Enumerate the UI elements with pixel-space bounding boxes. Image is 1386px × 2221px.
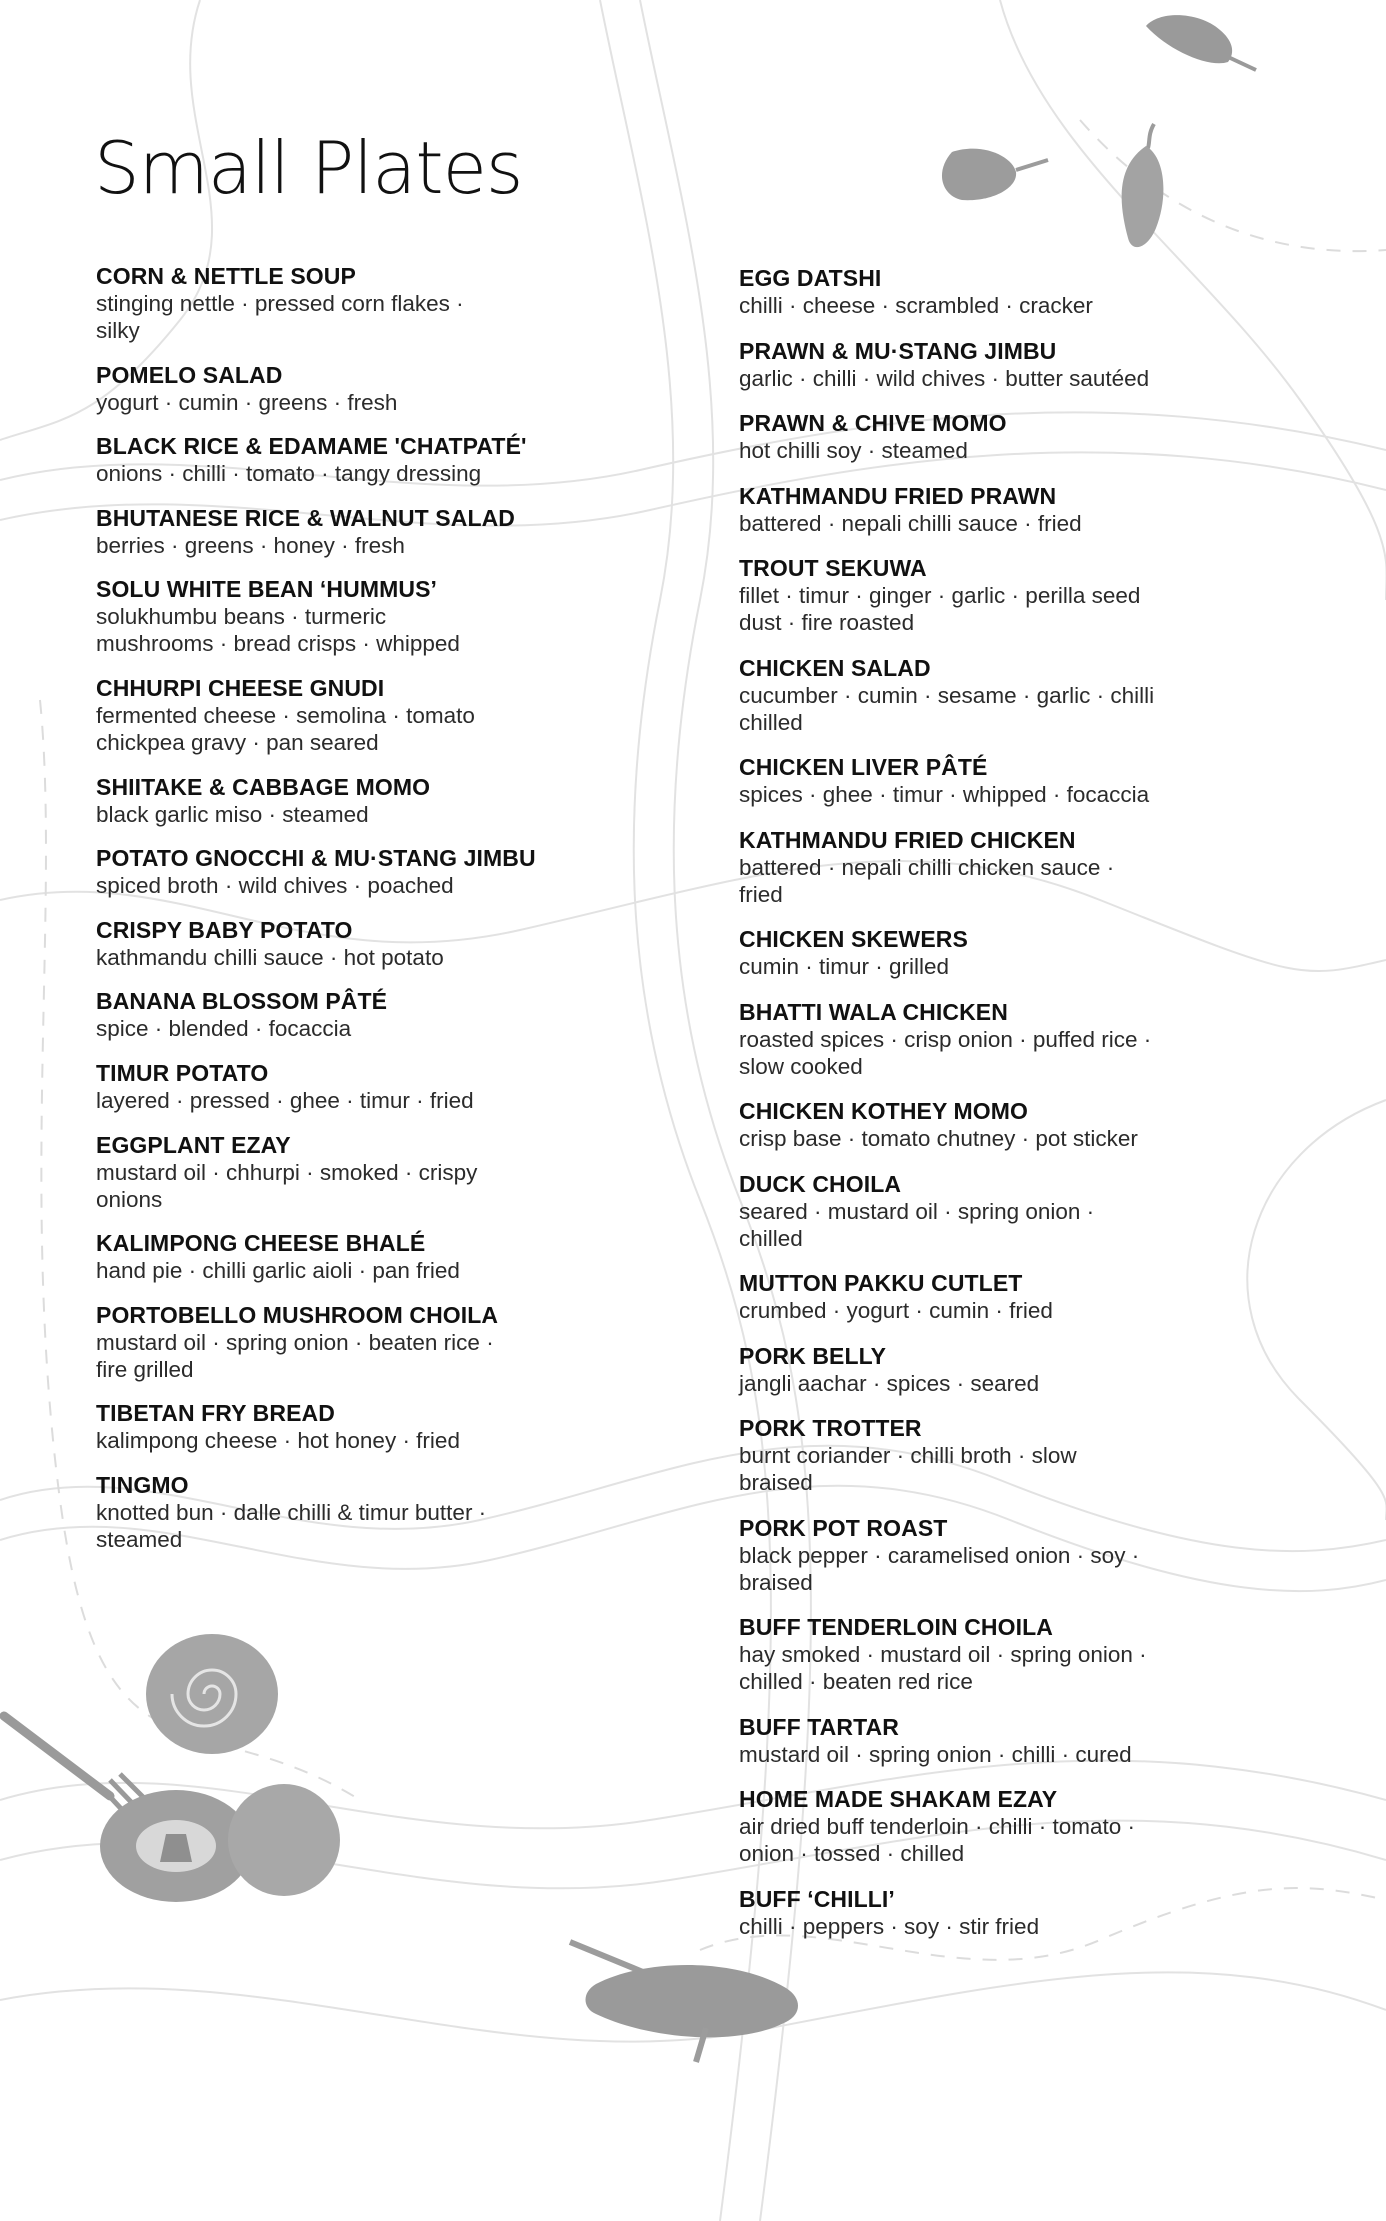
menu-item [739,1270,1259,1324]
menu-item-description: battered · nepali chilli chicken sauce · fried [739,854,1115,907]
menu-item-description: kalimpong cheese · hot honey · fried [96,1428,460,1454]
menu-item-name: PRAWN & MU·STANG JIMBU [739,337,1057,364]
menu-item-name: PORK POT ROAST [739,1514,948,1541]
menu-item-description: solukhumbu beans · turmeric mushrooms · bread crisps · whipped [96,604,460,657]
menu-item-description: black pepper · caramelised onion · soy · braised [739,1542,1140,1595]
menu-item [739,754,1259,808]
menu-item-description: cucumber · cumin · sesame · garlic · chilli chilled [739,682,1155,735]
menu-item-description: roasted spices · crisp onion · puffed rice · slow cooked [739,1026,1152,1079]
menu-item-description: hot chilli soy · steamed [739,438,968,463]
menu-item-description: spices · ghee · timur · whipped · focaccia [739,782,1150,807]
menu-item [739,926,1259,980]
page-title: Small Plates [94,126,523,210]
menu-item [739,265,1259,319]
menu-item-description: hand pie · chilli garlic aioli · pan fried [96,1258,460,1284]
menu-item-description: stinging nettle · pressed corn flakes · silky [96,291,464,343]
menu-item-name: DUCK CHOILA [739,1170,902,1197]
menu-item [739,555,1259,636]
chilli-pepper-icon [932,142,1052,208]
menu-item [739,1786,1259,1867]
menu-item [739,1714,1259,1768]
menu-item-name: SOLU WHITE BEAN ‘HUMMUS’ [96,576,437,603]
menu-item-name: MUTTON PAKKU CUTLET [739,1270,1023,1296]
menu-item-name: CHICKEN SKEWERS [739,926,968,952]
menu-column-left [96,263,616,1571]
menu-item [739,1171,1259,1252]
menu-item-name: CHICKEN KOTHEY MOMO [739,1098,1028,1124]
menu-item-name: SHIITAKE & CABBAGE MOMO [96,773,431,800]
menu-item-description: air dried buff tenderloin · chilli · tomato · onion · tossed · chilled [739,1814,1136,1866]
menu-item-description: chilli · cheese · scrambled · cracker [739,293,1093,318]
menu-item-description: spiced broth · wild chives · poached [96,873,454,899]
menu-item-name: BHUTANESE RICE & WALNUT SALAD [96,504,516,531]
menu-item-name: PRAWN & CHIVE MOMO [739,410,1007,436]
menu-item [739,483,1259,537]
menu-item-description: seared · mustard oil · spring onion · chilled [739,1198,1095,1251]
menu-item-name: POMELO SALAD [96,361,283,388]
menu-item-description: knotted bun · dalle chilli & timur butter · steamed [96,1499,487,1552]
menu-item-description: mustard oil · chhurpi · smoked · crispy onions [96,1159,478,1212]
chilli-pepper-icon [1108,118,1172,258]
menu-item-name: TINGMO [96,1471,189,1498]
menu-item-description: mustard oil · spring onion · chilli · cured [739,1741,1132,1767]
menu-item-name: BLACK RICE & EDAMAME 'CHATPATÉ' [96,433,527,460]
menu-item-name: CRISPY BABY POTATO [96,916,353,943]
menu-item [96,845,616,899]
menu-item [739,410,1259,464]
menu-item [739,1343,1259,1397]
menu-item [96,263,616,344]
menu-item-name: BUFF ‘CHILLI’ [739,1885,895,1912]
menu-item [739,1886,1259,1940]
chilli-pepper-icon [1140,6,1260,72]
menu-item [96,988,616,1042]
menu-item [739,1098,1259,1152]
round-bread-icon [226,1782,342,1898]
menu-item-name: TIBETAN FRY BREAD [96,1400,335,1427]
menu-item-name: BHATTI WALA CHICKEN [739,998,1008,1025]
menu-item-description: layered · pressed · ghee · timur · fried [96,1087,474,1113]
menu-item-description: jangli aachar · spices · seared [739,1370,1040,1396]
menu-item-name: KATHMANDU FRIED PRAWN [739,482,1057,509]
menu-item [96,774,616,828]
menu-item [96,433,616,487]
menu-column-right [739,265,1259,1958]
menu-item [739,1415,1259,1496]
menu-item [96,576,616,657]
menu-item-name: CHICKEN SALAD [739,654,931,681]
menu-item [96,1132,616,1213]
menu-item-description: burnt coriander · chilli broth · slow braised [739,1443,1077,1495]
menu-item-name: EGG DATSHI [739,265,882,291]
menu-item-description: crumbed · yogurt · cumin · fried [739,1298,1053,1323]
menu-item-name: TIMUR POTATO [96,1059,269,1086]
menu-item-description: hay smoked · mustard oil · spring onion · chilled · beaten red rice [739,1642,1147,1694]
menu-item-description: kathmandu chilli sauce · hot potato [96,944,444,970]
menu-item-description: cumin · timur · grilled [739,954,950,979]
menu-item-name: TROUT SEKUWA [739,555,927,581]
menu-item [96,675,616,756]
menu-item [96,362,616,416]
menu-item-description: berries · greens · honey · fresh [96,532,405,558]
menu-item-description: spice · blended · focaccia [96,1016,352,1042]
menu-item-description: mustard oil · spring onion · beaten rice · fire grilled [96,1329,494,1382]
menu-item-description: onions · chilli · tomato · tangy dressing [96,461,482,487]
menu-item-name: CORN & NETTLE SOUP [96,263,356,289]
menu-item-name: HOME MADE SHAKAM EZAY [739,1786,1058,1812]
menu-item [96,1472,616,1553]
menu-item-name: BUFF TARTAR [739,1713,899,1740]
menu-item-name: PORTOBELLO MUSHROOM CHOILA [96,1301,499,1328]
menu-item-name: CHICKEN LIVER PÂTÉ [739,754,988,780]
menu-item-description: fillet · timur · ginger · garlic · perilla seed dust · fire roasted [739,583,1141,635]
menu-item [96,1060,616,1114]
menu-item [96,917,616,971]
menu-item-description: fermented cheese · semolina · tomato chickpea gravy · pan seared [96,702,475,755]
menu-item-description: yogurt · cumin · greens · fresh [96,389,398,415]
menu-item [96,1400,616,1454]
menu-item [739,827,1259,908]
menu-item [739,999,1259,1080]
menu-item [739,1614,1259,1695]
menu-item-description: garlic · chilli · wild chives · butter sautéed [739,365,1150,391]
menu-item-name: EGGPLANT EZAY [96,1131,291,1158]
menu-item-description: crisp base · tomato chutney · pot sticker [739,1126,1138,1151]
menu-item-name: POTATO GNOCCHI & MU·STANG JIMBU [96,845,536,872]
menu-item [739,655,1259,736]
menu-item-name: PORK TROTTER [739,1415,922,1441]
menu-item-description: black garlic miso · steamed [96,801,369,827]
menu-item-name: KATHMANDU FRIED CHICKEN [739,826,1076,853]
menu-item-name: KALIMPONG CHEESE BHALÉ [96,1230,426,1257]
menu-item-name: BANANA BLOSSOM PÂTÉ [96,988,388,1015]
menu-item-name: BUFF TENDERLOIN CHOILA [739,1614,1053,1640]
menu-item-name: PORK BELLY [739,1342,887,1369]
menu-item [96,1302,616,1383]
menu-item [96,505,616,559]
menu-item-description: chilli · peppers · soy · stir fried [739,1913,1040,1939]
menu-item [739,338,1259,392]
menu-item-description: battered · nepali chilli sauce · fried [739,510,1082,536]
menu-item [96,1230,616,1284]
menu-item [739,1515,1259,1596]
menu-item-name: CHHURPI CHEESE GNUDI [96,674,385,701]
